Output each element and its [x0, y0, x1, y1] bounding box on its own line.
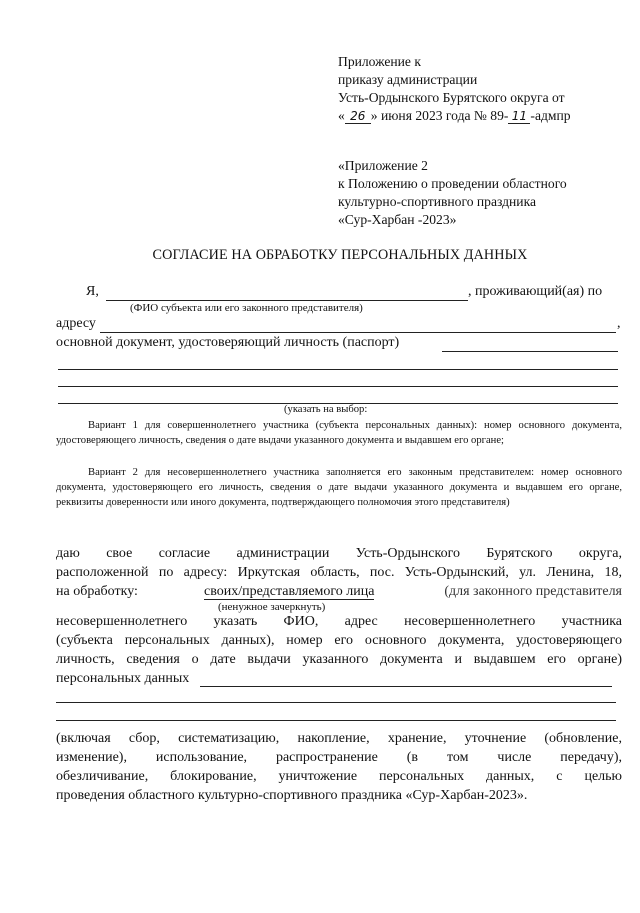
address-input-line[interactable] [100, 332, 616, 333]
personal-data-input-line-1[interactable] [200, 686, 612, 687]
purpose-line-2: изменение), использование, распространение (в том числе передачу), [56, 750, 622, 765]
document-input-line-2[interactable] [58, 369, 618, 370]
fio-hint: (ФИО субъекта или его законного представителя) [130, 302, 363, 314]
purpose-line-1: (включая сбор, систематизацию, накопление, хранение, уточнение (обновление, [56, 731, 622, 746]
consent-line-6: личность, сведения о дате выдачи указанного документа и выдавшем его органе) [56, 652, 622, 667]
purpose-line-3: обезличивание, блокирование, уничтожение персональных данных, с целью [56, 769, 622, 784]
purpose-line-4: проведения областного культурно-спортивного праздника «Сур-Харбан-2023». [56, 788, 528, 803]
header-line-3: Усть-Ордынского Бурятского округа от [338, 90, 565, 105]
handwritten-day: 26 [345, 109, 371, 124]
date-rest: » июня 2023 года № 89- [370, 108, 509, 123]
consent-line-2: расположенной по адресу: Иркутская область, пос. Усть-Ордынский, ул. Ленина, 18, [56, 565, 622, 580]
consent-personal-data-label: персональных данных [56, 671, 190, 686]
consent-line-4: несовершеннолетнего указать ФИО, адрес несовершеннолетнего участника [56, 614, 622, 629]
address-comma: , [617, 316, 621, 331]
header-line-1: Приложение к [338, 54, 421, 69]
personal-data-input-line-2[interactable] [56, 702, 616, 703]
consent-line-1: даю свое согласие администрации Усть-Ордынского Бурятского округа, [56, 546, 622, 561]
consent-legal-rep-note: (для законного представителя [444, 584, 622, 599]
label-address: адресу [56, 316, 96, 331]
appendix-line-2: к Положению о проведении областного [338, 176, 567, 191]
document-title: СОГЛАСИЕ НА ОБРАБОТКУ ПЕРСОНАЛЬНЫХ ДАННЫХ [152, 247, 528, 263]
consent-line-5: (субъекта персональных данных), номер его основного документа, удостоверяющего [56, 633, 622, 648]
choose-hint: (указать на выбор: [284, 404, 368, 415]
variant-1-text: Вариант 1 для совершеннолетнего участника (субъекта персональных данных): номер основного документа, удостоверяющего личность, сведения о дате выдачи указанного документа и выдавшем его органе; [56, 420, 622, 446]
personal-data-input-line-3[interactable] [56, 720, 616, 721]
label-residing: , проживающий(ая) по [468, 284, 603, 299]
appendix-line-4: «Сур-Харбан -2023» [338, 212, 457, 227]
header-date-line [338, 107, 571, 125]
variant-2-text: Вариант 2 для несовершеннолетнего участника заполняется его законным представителем: номер основного документа, удостоверяющего его личность, сведения о дате выдачи указанного документа и выдавшем его органе, реквизиты доверенности или иного документа, подтверждающего полномочия этого представителя) [56, 467, 622, 508]
label-i: Я, [86, 284, 99, 299]
date-open-quote: « [338, 108, 345, 123]
appendix-line-1: «Приложение 2 [338, 158, 428, 173]
document-input-line-1[interactable] [442, 351, 618, 352]
appendix-line-3: культурно-спортивного праздника [338, 194, 537, 209]
fio-input-line[interactable] [106, 300, 468, 301]
document-input-line-3[interactable] [58, 386, 618, 387]
order-suffix: -адмпр [530, 108, 571, 123]
handwritten-order-number: 11 [508, 109, 530, 124]
consent-own-or-represented[interactable]: своих/представляемого лица [204, 584, 375, 599]
strike-hint: (ненужное зачеркнуть) [218, 601, 326, 613]
header-line-2: приказу администрации [338, 72, 478, 87]
consent-on-processing: на обработку: [56, 584, 138, 599]
label-document: основной документ, удостоверяющий личность (паспорт) [56, 335, 400, 350]
